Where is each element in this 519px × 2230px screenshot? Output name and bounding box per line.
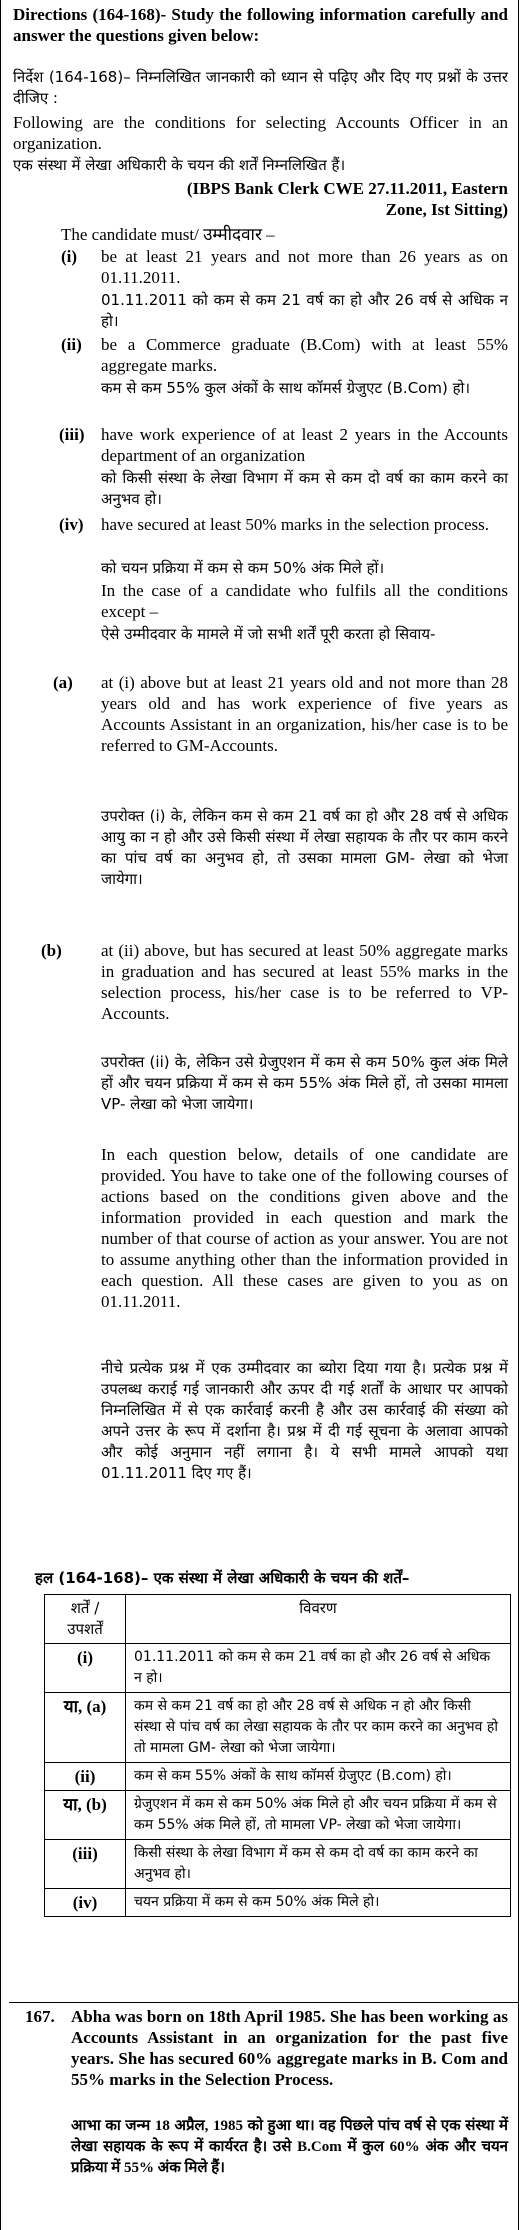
condition-en: be a Commerce graduate (B.Com) with at least 55% aggregate marks.	[101, 335, 508, 375]
cell-condition: (ii)	[45, 1763, 126, 1791]
cell-condition: या, (b)	[45, 1791, 126, 1840]
condition-en: have work experience of at least 2 years in the Accounts department of an organization	[101, 425, 508, 465]
exception-label: (a)	[53, 673, 73, 692]
question-number: 167.	[25, 2007, 55, 2026]
table-row	[45, 1791, 511, 1840]
cell-condition: या, (a)	[45, 1693, 126, 1763]
condition-hi: कम से कम 55% कुल अंकों के साथ कॉमर्स ग्रेजुएट (B.Com) हो।	[101, 379, 471, 397]
table-row	[45, 1693, 511, 1763]
cell-description: कम से कम 55% अंकों के साथ कॉमर्स ग्रेजुएट (B.com) हो।	[126, 1763, 511, 1791]
except-hi: ऐसे उम्मीदवार के मामले में जो सभी शर्तें पूरी करता हो सिवाय-	[101, 625, 436, 643]
solution-heading: हल (164-168)– एक संस्था में लेखा अधिकारी के चयन की शर्तें–	[35, 1569, 410, 1587]
condition-label: (ii)	[61, 335, 82, 354]
exception-hi: उपरोक्त (i) के, लेकिन कम से कम 21 वर्ष का हो और 28 वर्ष से अधिक आयु का न हो और उसे किसी संस्था में लेखा सहायक के तौर पर काम करने का पांच वर्ष का अनुभव हो, तो उसका मामला GM- लेखा को भेजा जायेगा।	[101, 807, 508, 888]
directions-en: Directions (164-168)- Study the following information carefully and answer the questions given below:	[13, 5, 508, 45]
cell-condition: (iii)	[45, 1840, 126, 1889]
condition-en: have secured at least 50% marks in the selection process.	[101, 515, 490, 534]
directions-hi: निर्देश (164-168)– निम्नलिखित जानकारी को ध्यान से पढ़िए और दिए गए प्रश्नों के उत्तर दीजिए :	[13, 68, 508, 107]
exception-hi: उपरोक्त (ii) के, लेकिन उसे ग्रेजुएशन में कम से कम 50% कुल अंक मिले हों और चयन प्रक्रिया में कम से कम 55% अंक मिले हों, तो उसका मामला VP- लेखा को भेजा जायेगा।	[101, 1053, 508, 1113]
instructions-en: In each question below, details of one candidate are provided. You have to take one of the following courses of actions based on the conditions given above and the information provided in each question and mark the number of that course of action as your answer. You are not to assume anything other than the information provided in each question. All these cases are given to you as on 01.11.2011.	[101, 1145, 508, 1311]
condition-hi: 01.11.2011 को कम से कम 21 वर्ष का हो और 26 वर्ष से अधिक न हो।	[101, 291, 508, 330]
question-en: Abha was born on 18th April 1985. She has been working as Accounts Assistant in an organization for the past five years. She has secured 60% aggregate marks in B. Com and 55% marks in the Selection Process.	[71, 2007, 508, 2089]
intro-en: Following are the conditions for selecting Accounts Officer in an organization.	[13, 113, 508, 153]
instructions-hi: नीचे प्रत्येक प्रश्न में एक उम्मीदवार का ब्योरा दिया गया है। प्रत्येक प्रश्न में उपलब्ध कराई गई जानकारी और ऊपर दी गई शर्तों के आधार पर आपको निम्नलिखित में से एक कार्रवाई करनी है और उस कार्रवाई की संख्या को अपने उत्तर के रूप में दर्शाना है। प्रश्न में दी गई सूचना के अलावा आपको और कोई अनुमान नहीं लगाना है। ये सभी मामले आपको यथा 01.11.2011 दिए गए हैं।	[101, 1359, 508, 1482]
table-header-row	[45, 1595, 511, 1644]
cell-condition: (iv)	[45, 1889, 126, 1917]
cell-description: कम से कम 21 वर्ष का हो और 28 वर्ष से अधिक न हो और किसी संस्था से पांच वर्ष का लेखा सहायक के तौर पर काम करने का अनुभव हो तो मामला GM- लेखा को भेजा जायेगा।	[126, 1693, 511, 1763]
condition-label: (iii)	[59, 425, 85, 444]
question-divider	[9, 2002, 519, 2003]
candidate-must: The candidate must/ उम्मीदवार –	[61, 225, 275, 244]
table-row	[45, 1840, 511, 1889]
condition-hi: को चयन प्रक्रिया में कम से कम 50% अंक मिले हों।	[101, 559, 385, 577]
exception-label: (b)	[41, 941, 62, 960]
col-description-header: विवरण	[126, 1595, 511, 1644]
solution-table	[44, 1594, 511, 1917]
question-hi: आभा का जन्म 18 अप्रैल, 1985 को हुआ था। वह पिछले पांच वर्ष से एक संस्था में लेखा सहायक के रूप में कार्यरत है। उसे B.Com में कुल 60% अंक और चयन प्रक्रिया में 55% अंक मिले हैं।	[71, 2118, 508, 2176]
condition-label: (i)	[61, 247, 78, 266]
cell-description: ग्रेजुएशन में कम से कम 50% अंक मिले हो और चयन प्रक्रिया में कम से कम 55% अंक मिले हों, तो मामला VP- लेखा को भेजा जायेगा।	[126, 1791, 511, 1840]
condition-hi: को किसी संस्था के लेखा विभाग में कम से कम दो वर्ष का काम करने का अनुभव हो।	[101, 469, 508, 508]
cell-condition: (i)	[45, 1644, 126, 1693]
condition-en: be at least 21 years and not more than 26 years as on 01.11.2011.	[101, 247, 508, 287]
exception-en: at (ii) above, but has secured at least 50% aggregate marks in graduation and has secured at least 55% marks in the selection process, his/her case is to be referred to VP-Accounts.	[101, 941, 508, 1023]
except-en: In the case of a candidate who fulfils all the conditions except –	[101, 581, 508, 621]
exception-en: at (i) above but at least 21 years old and not more than 28 years old and has work experience of five years as Accounts Assistant in an organization, his/her case is to be referred to GM-Accounts.	[101, 673, 508, 755]
intro-hi: एक संस्था में लेखा अधिकारी के चयन की शर्तें निम्नलिखित हैं।	[13, 156, 346, 174]
source-citation: (IBPS Bank Clerk CWE 27.11.2011, Eastern Zone, Ist Sitting)	[186, 179, 508, 219]
col-conditions-header: शर्तें /उपशर्तें	[45, 1595, 126, 1644]
cell-description: 01.11.2011 को कम से कम 21 वर्ष का हो और 26 वर्ष से अधिक न हो।	[126, 1644, 511, 1693]
cell-description: किसी संस्था के लेखा विभाग में कम से कम दो वर्ष का काम करने का अनुभव हो।	[126, 1840, 511, 1889]
table-row	[45, 1644, 511, 1693]
table-row	[45, 1889, 511, 1917]
condition-label: (iv)	[59, 515, 84, 534]
cell-description: चयन प्रक्रिया में कम से कम 50% अंक मिले हो।	[126, 1889, 511, 1917]
table-row	[45, 1763, 511, 1791]
